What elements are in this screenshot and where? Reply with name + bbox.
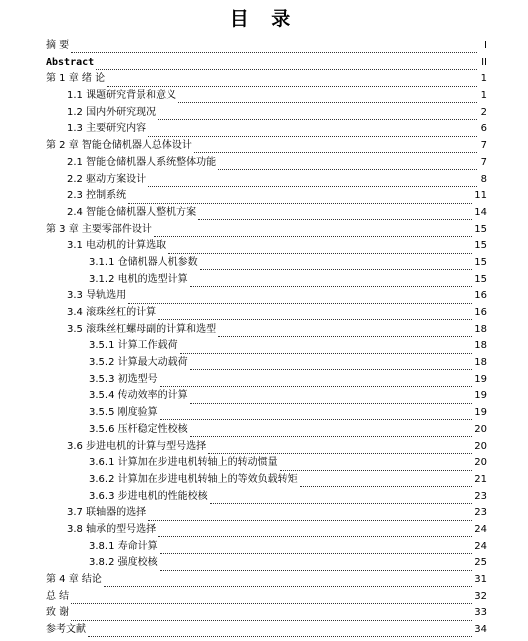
toc-entry-label: 3.1 电动机的计算选取 — [67, 240, 167, 252]
dot-leader — [180, 344, 473, 354]
toc-entry-label: 3.5.5 刚度验算 — [89, 407, 158, 419]
dot-leader — [194, 143, 477, 153]
toc-entry[interactable] — [46, 255, 487, 272]
toc-entry[interactable] — [46, 455, 487, 472]
toc-entry-label: 致 谢 — [46, 607, 70, 619]
toc-entry-label: 第 4 章 结论 — [46, 574, 102, 585]
toc-entry-page-number: 7 — [480, 156, 487, 168]
toc-entry-label: 3.7 联轴器的选择 — [67, 507, 147, 519]
toc-entry-page-number: 15 — [474, 240, 487, 252]
toc-entry[interactable] — [46, 372, 487, 389]
toc-entry-label: 3.6 步进电机的计算与型号选择 — [67, 440, 207, 452]
toc-entry-page-number: 31 — [474, 574, 487, 585]
toc-entry-label: 1.3 主要研究内容 — [67, 123, 147, 135]
toc-entry-page-number: 7 — [480, 140, 487, 152]
toc-entry[interactable] — [46, 205, 487, 222]
toc-entry-page-number: I — [484, 40, 487, 51]
toc-entry-page-number: 18 — [474, 323, 487, 335]
dot-leader — [71, 611, 472, 621]
toc-entry-label: 第 1 章 绪 论 — [46, 73, 106, 85]
toc-entry-page-number: 16 — [474, 307, 487, 318]
dot-leader — [190, 427, 473, 437]
dot-leader — [190, 394, 473, 404]
dot-leader — [218, 160, 477, 170]
toc-entry[interactable] — [46, 572, 487, 589]
toc-entry-page-number: 32 — [474, 590, 487, 602]
toc-entry[interactable] — [46, 238, 487, 255]
toc-entry[interactable] — [46, 589, 487, 606]
toc-entry[interactable] — [46, 172, 487, 189]
toc-entry[interactable] — [46, 155, 487, 172]
toc-entry-label: 3.6.1 计算加在步进电机转轴上的转动惯量 — [89, 457, 278, 469]
toc-entry-page-number: 23 — [474, 490, 487, 502]
dot-leader — [158, 310, 472, 320]
toc-entry-label: Abstract — [46, 56, 95, 68]
toc-entry[interactable] — [46, 138, 487, 155]
toc-entry[interactable] — [46, 105, 487, 122]
dot-leader — [160, 410, 473, 420]
dot-leader — [198, 210, 472, 220]
toc-entry-label: 摘 要 — [46, 40, 70, 51]
toc-entry-page-number: 11 — [474, 190, 487, 202]
dot-leader — [280, 461, 473, 471]
toc-entry[interactable] — [46, 489, 487, 506]
toc-entry-label: 3.1.2 电机的选型计算 — [89, 273, 188, 285]
toc-entry[interactable] — [46, 622, 487, 639]
toc-entry-page-number: 19 — [474, 373, 487, 385]
toc-entry-page-number: 16 — [474, 290, 487, 302]
dot-leader — [160, 544, 473, 554]
toc-entry-label: 2.1 智能仓储机器人系统整体功能 — [67, 156, 217, 168]
toc-entry-label: 3.8 轴承的型号选择 — [67, 523, 157, 535]
toc-entry[interactable] — [46, 555, 487, 572]
toc-entry[interactable] — [46, 38, 487, 55]
dot-leader — [218, 327, 472, 337]
toc-entry[interactable] — [46, 222, 487, 239]
toc-entry-label: 3.5 滚珠丝杠螺母副的计算和选型 — [67, 323, 217, 335]
toc-entry[interactable] — [46, 55, 487, 72]
toc-entry[interactable] — [46, 439, 487, 456]
toc-entry-page-number: 33 — [474, 607, 487, 619]
toc-entry[interactable] — [46, 605, 487, 622]
toc-entry-label: 3.5.1 计算工作载荷 — [89, 340, 178, 352]
dot-leader — [160, 561, 473, 571]
dot-leader — [128, 194, 472, 204]
toc-entry[interactable] — [46, 539, 487, 556]
page-title: 目 录 — [229, 8, 299, 30]
dot-leader — [88, 627, 472, 637]
toc-entry-page-number: 20 — [474, 440, 487, 452]
toc-entry[interactable] — [46, 522, 487, 539]
dot-leader — [208, 444, 472, 454]
toc-entry-page-number: II — [481, 56, 487, 68]
toc-entry-label: 3.6.2 计算加在步进电机转轴上的等效负载转矩 — [89, 473, 298, 485]
toc-entry-label: 2.3 控制系统 — [67, 190, 127, 202]
toc-entry-page-number: 19 — [474, 390, 487, 402]
toc-entry[interactable] — [46, 121, 487, 138]
toc-entry-label: 3.6.3 步进电机的性能校核 — [89, 490, 208, 502]
toc-entry-label: 参考文献 — [46, 624, 86, 636]
toc-entry-page-number: 19 — [474, 407, 487, 419]
toc-entry-label: 第 2 章 智能仓储机器人总体设计 — [46, 140, 192, 152]
dot-leader — [158, 110, 477, 120]
toc-entry-page-number: 1 — [480, 90, 487, 102]
dot-leader — [210, 494, 473, 504]
dot-leader — [71, 43, 477, 53]
toc-entry-label: 1.1 课题研究背景和意义 — [67, 90, 177, 102]
dot-leader — [160, 377, 473, 387]
table-of-contents — [46, 38, 487, 639]
dot-leader — [128, 294, 472, 304]
toc-entry-page-number: 18 — [474, 357, 487, 369]
toc-entry[interactable] — [46, 188, 487, 205]
toc-entry-label: 3.8.2 强度校核 — [89, 557, 158, 569]
dot-leader — [148, 127, 477, 137]
dot-leader — [148, 177, 477, 187]
toc-entry[interactable] — [46, 338, 487, 355]
toc-entry-page-number: 23 — [474, 507, 487, 519]
toc-entry-label: 3.8.1 寿命计算 — [89, 540, 158, 552]
toc-entry[interactable] — [46, 272, 487, 289]
toc-entry-page-number: 25 — [474, 557, 487, 569]
dot-leader — [178, 93, 477, 103]
toc-entry-page-number: 34 — [474, 624, 487, 636]
dot-leader — [104, 577, 472, 587]
toc-entry-label: 2.4 智能仓储机器人整机方案 — [67, 206, 197, 218]
toc-entry-page-number: 24 — [474, 540, 487, 552]
toc-entry-label: 3.5.3 初选型号 — [89, 373, 158, 385]
toc-entry-page-number: 20 — [474, 457, 487, 469]
toc-entry[interactable] — [46, 422, 487, 439]
toc-entry[interactable] — [46, 505, 487, 522]
toc-entry-label: 3.1.1 仓储机器人机参数 — [89, 256, 198, 268]
toc-entry-page-number: 15 — [474, 256, 487, 268]
toc-entry[interactable] — [46, 405, 487, 422]
toc-entry-page-number: 8 — [480, 173, 487, 185]
toc-entry-label: 3.5.6 压杆稳定性校核 — [89, 423, 188, 435]
dot-leader — [158, 527, 472, 537]
dot-leader — [168, 244, 472, 254]
toc-entry-page-number: 18 — [474, 340, 487, 352]
toc-entry[interactable] — [46, 355, 487, 372]
dot-leader — [190, 360, 473, 370]
toc-entry-label: 3.4 滚珠丝杠的计算 — [67, 307, 157, 318]
toc-entry-page-number: 15 — [474, 223, 487, 235]
toc-entry-label: 2.2 驱动方案设计 — [67, 173, 147, 185]
dot-leader — [154, 227, 472, 237]
toc-entry-label: 3.5.2 计算最大动载荷 — [89, 357, 188, 369]
toc-entry-label: 3.5.4 传动效率的计算 — [89, 390, 188, 402]
toc-entry-label: 1.2 国内外研究现况 — [67, 106, 157, 118]
toc-entry-page-number: 24 — [474, 523, 487, 535]
dot-leader — [71, 594, 472, 604]
toc-entry[interactable] — [46, 472, 487, 489]
toc-entry-label: 第 3 章 主要零部件设计 — [46, 223, 152, 235]
toc-entry[interactable] — [46, 88, 487, 105]
dot-leader — [107, 77, 477, 87]
toc-entry-page-number: 6 — [480, 123, 487, 135]
dot-leader — [200, 260, 473, 270]
toc-entry-page-number: 14 — [474, 206, 487, 218]
dot-leader — [96, 60, 477, 70]
toc-entry-page-number: 21 — [474, 473, 487, 485]
toc-entry[interactable] — [46, 71, 487, 88]
toc-entry[interactable] — [46, 388, 487, 405]
dot-leader — [190, 277, 473, 287]
toc-entry[interactable] — [46, 305, 487, 322]
toc-entry-page-number: 2 — [480, 106, 487, 118]
dot-leader — [300, 477, 473, 487]
toc-entry-page-number: 1 — [480, 73, 487, 85]
toc-entry[interactable] — [46, 322, 487, 339]
dot-leader — [148, 511, 472, 521]
toc-entry-page-number: 20 — [474, 423, 487, 435]
toc-entry[interactable] — [46, 288, 487, 305]
toc-entry-page-number: 15 — [474, 273, 487, 285]
toc-entry-label: 3.3 导轨选用 — [67, 290, 127, 302]
toc-entry-label: 总 结 — [46, 590, 70, 602]
